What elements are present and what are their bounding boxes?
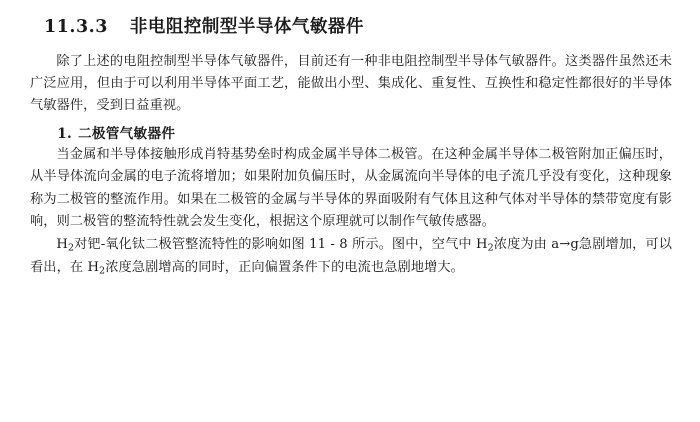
formula-sub-1: 2 — [68, 242, 75, 254]
final-text-part-3: 浓度为由 a→g急剧增加，可以看出，在 H — [30, 236, 673, 275]
subsection-heading — [30, 122, 672, 142]
subsection-paragraph-2 — [30, 234, 672, 279]
final-text-part-4: 浓度急剧增高的同时，正向偏置条件下的电流也急剧地增大。 — [105, 259, 464, 275]
formula-sub-2: 2 — [487, 242, 494, 254]
subsection-number: 1. — [57, 126, 72, 143]
subsection-paragraph-1: 当金属和半导体接触形成肖特基势垒时构成金属半导体二极管。在这种金属半导体二极管附加正偏压时，从半导体流向金属的电子流将增加；如果附加负偏压时，从金属流向半导体的电子流几乎没有变化，这种现象称为二极管的整流作用。如果在二极管的金属与半导体的界面吸附有气体且这种气体对半导体的禁带宽度有影响，则二极管的整流特性就会发生变化，根据这个原理就可以制作气敏传感器。 — [30, 147, 672, 229]
subsection-title: 二极管气敏器件 — [77, 126, 176, 143]
page-title — [44, 16, 672, 39]
intro-paragraph: 除了上述的电阻控制型半导体气敏器件，目前还有一种非电阻控制型半导体气敏器件。这类器件虽然还未广泛应用，但由于可以利用半导体平面工艺，能做出小型、集成化、重复性、互换性和稳定性都很好的半导体气敏器件，受到日益重视。 — [30, 53, 672, 114]
section-title: 非电阻控制型半导体气敏器件 — [129, 17, 364, 37]
formula-h-1: H — [56, 236, 68, 252]
section-number: 11.3.3 — [44, 17, 108, 37]
formula-sub-3: 2 — [99, 265, 106, 277]
final-text-part-2: 对钯-氧化钛二极管整流特性的影响如图 11 - 8 所示。图中，空气中 H — [74, 236, 488, 252]
